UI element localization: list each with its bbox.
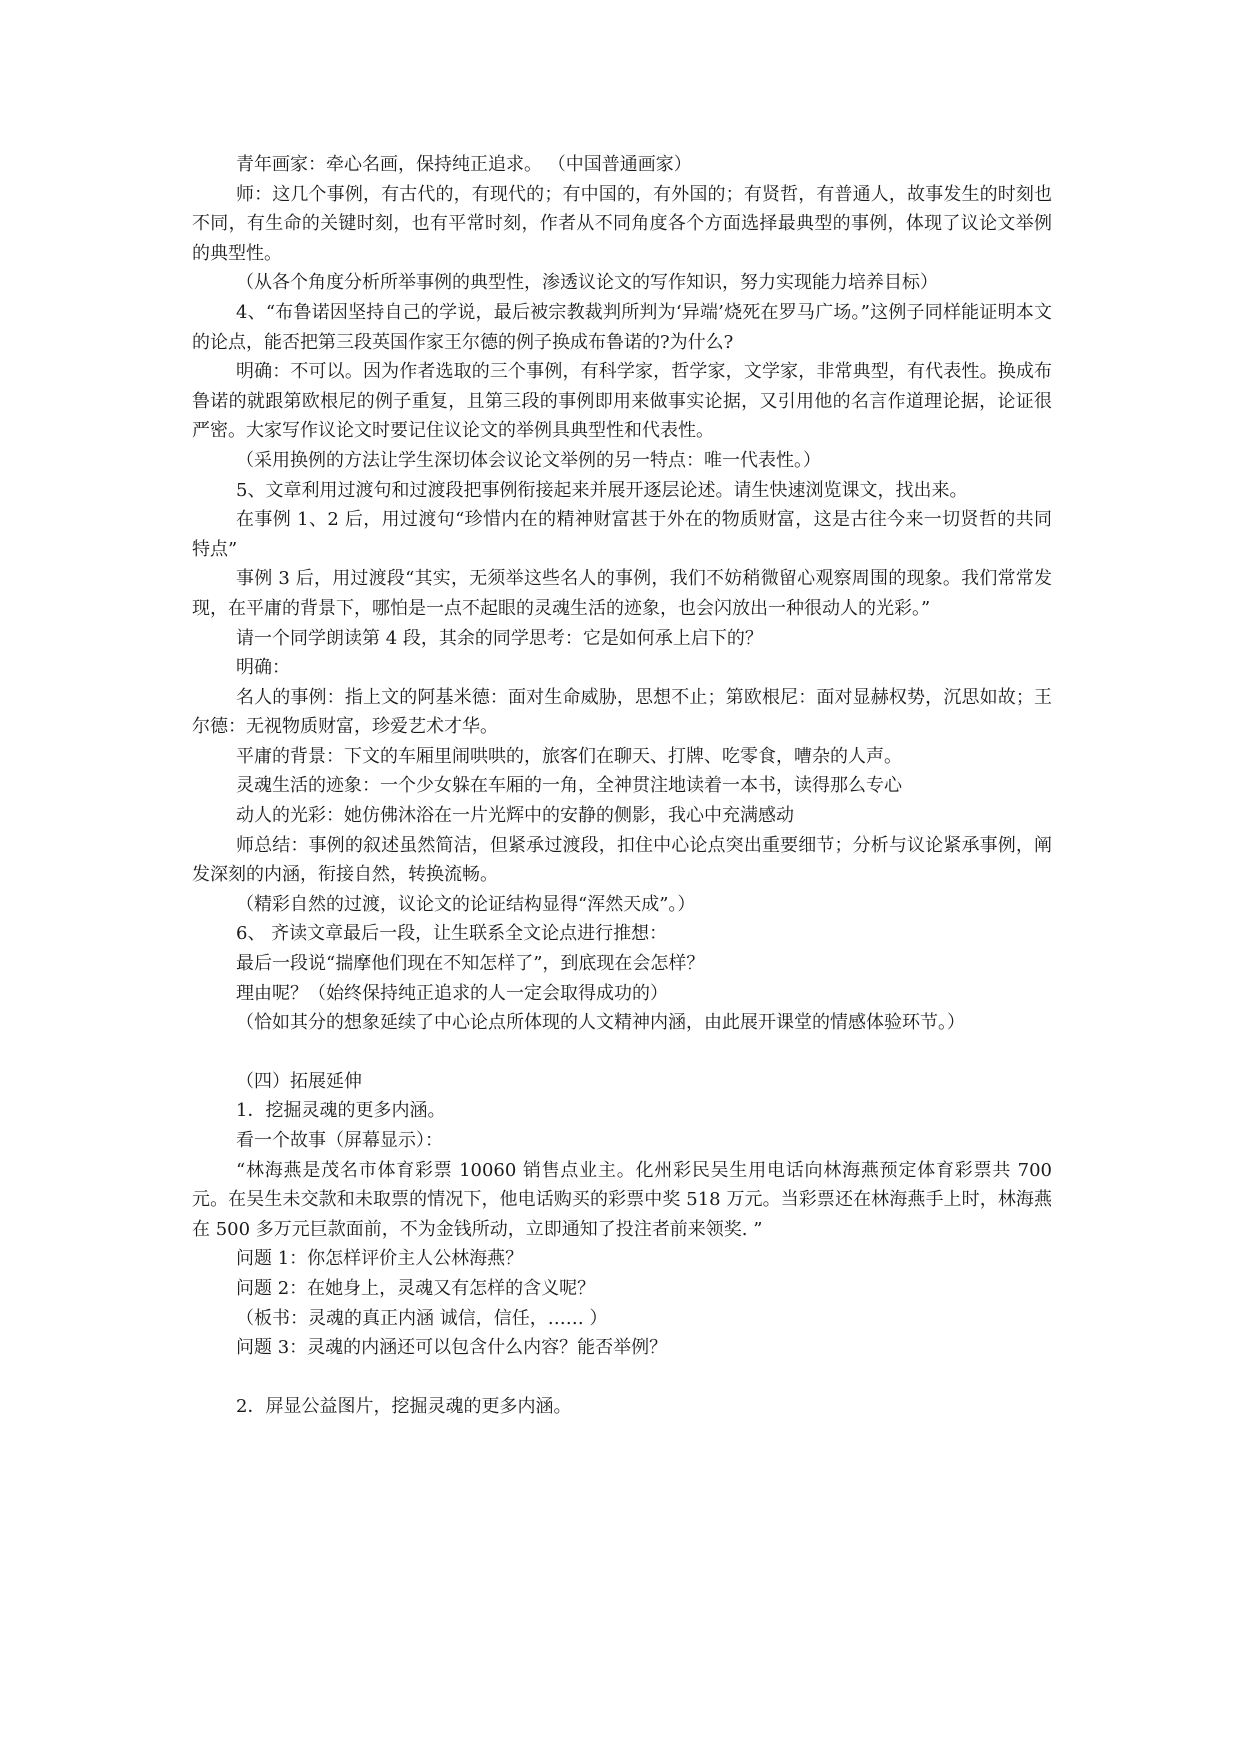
paragraph-clarify: 明确： (236, 657, 290, 679)
paragraph-item-2: 2．屏显公益图片，挖掘灵魂的更多内涵。 (236, 1395, 572, 1417)
paragraph-teacher-conclusion: 师总结：事例的叙述虽然简洁，但紧承过渡段，扣住中心论点突出重要细节；分析与议论紧承事例，阐发深刻的内涵，衔接自然，转换流畅。 (192, 834, 1052, 886)
paragraph-mediocre-background: 平庸的背景：下文的车厢里闹哄哄的，旅客们在聊天、打牌、吃零食，嘈杂的人声。 (236, 745, 902, 767)
paragraph-note-typicality: （从各个角度分析所举事例的典型性，渗透议论文的写作知识，努力实现能力培养目标） (236, 272, 938, 294)
paragraph-famous-examples: 名人的事例：指上文的阿基米德：面对生命威胁，思想不止；第欧根尼：面对显赫权势，沉思如故；王尔德：无视物质财富，珍爱艺术才华。 (192, 686, 1052, 738)
section-heading-extension: （四）拓展延伸 (236, 1070, 362, 1092)
paragraph-moving-light: 动人的光彩：她仿佛沐浴在一片光辉中的安静的侧影，我心中充满感动 (236, 805, 794, 827)
paragraph-note-transition: （精彩自然的过渡，议论文的论证结构显得“浑然天成”。） (236, 893, 696, 915)
section-gap (192, 1038, 1052, 1067)
paragraph-painter: 青年画家：牵心名画，保持纯正追求。 （中国普通画家） (236, 154, 692, 175)
paragraph-question-5: 5、文章利用过渡句和过渡段把事例衔接起来并展开逐层论述。请生快速浏览课文，找出来。 (236, 479, 968, 501)
paragraph-problem-1: 问题 1：你怎样评价主人公林海燕？ (236, 1248, 524, 1270)
paragraph-question-4: 4、“布鲁诺因坚持自己的学说，最后被宗教裁判所判为‘异端’烧死在罗马广场。”这例子同样能证明本文的论点，能否把第三段英国作家王尔德的例子换成布鲁诺的?为什么? (192, 301, 1052, 353)
paragraph-problem-3: 问题 3：灵魂的内涵还可以包含什么内容？能否举例？ (236, 1337, 668, 1359)
paragraph-reason: 理由呢？（始终保持纯正追求的人一定会取得成功的） (236, 982, 668, 1004)
paragraph-note-representative: （采用换例的方法让学生深切体会议论文举例的另一特点：唯一代表性。） (236, 449, 821, 471)
paragraph-story-quote: “林海燕是茂名市体育彩票 10060 销售点业主。化州彩民吴生用电话向林海燕预定体育彩票共 700 元。在吴生未交款和未取票的情况下，他电话购买的彩票中奖 518 万元。当彩票还在林海燕手上时，林海燕在 500 多万元巨款面前，不为金钱所动，立即通知了投注者前来领奖. ” (192, 1159, 1052, 1240)
paragraph-problem-2: 问题 2：在她身上，灵魂又有怎样的含义呢？ (236, 1277, 596, 1299)
document-page (192, 150, 1052, 1421)
paragraph-last-paragraph-question: 最后一段说“揣摩他们现在不知怎样了”，到底现在会怎样？ (236, 953, 705, 975)
paragraph-read-aloud: 请一个同学朗读第 4 段，其余的同学思考：它是如何承上启下的？ (236, 627, 763, 649)
paragraph-note-imagination: （恰如其分的想象延续了中心论点所体现的人文精神内涵，由此展开课堂的情感体验环节。） (236, 1012, 965, 1034)
paragraph-transition-sentence: 在事例 1、2 后，用过渡句“珍惜内在的精神财富甚于外在的物质财富，这是古往今来一切贤哲的共同特点” (192, 509, 1052, 560)
section-gap-2 (192, 1363, 1052, 1392)
paragraph-soul-trace: 灵魂生活的迹象：一个少女躲在车厢的一角，全神贯注地读着一本书，读得那么专心 (236, 775, 902, 797)
paragraph-question-6: 6、 齐读文章最后一段，让生联系全文论点进行推想： (236, 923, 668, 945)
paragraph-transition-paragraph: 事例 3 后，用过渡段“其实，无须举这些名人的事例，我们不妨稍微留心观察周围的现象。我们常常发现，在平庸的背景下，哪怕是一点不起眼的灵魂生活的迹象，也会闪放出一种很动人的光彩。” (192, 568, 1052, 619)
paragraph-story-intro: 看一个故事（屏幕显示）： (236, 1130, 443, 1151)
paragraph-teacher-summary-examples: 师：这几个事例，有古代的，有现代的；有中国的，有外国的；有贤哲，有普通人，故事发生的时刻也不同，有生命的关键时刻，也有平常时刻，作者从不同角度各个方面选择最典型的事例，体现了议论文举例的典型性。 (192, 183, 1052, 264)
paragraph-blackboard: （板书：灵魂的真正内涵 诚信，信任，…… ） (236, 1307, 608, 1329)
paragraph-item-1: 1．挖掘灵魂的更多内涵。 (236, 1100, 446, 1122)
paragraph-answer-4: 明确：不可以。因为作者选取的三个事例，有科学家，哲学家，文学家，非常典型，有代表性。换成布鲁诺的就跟第欧根尼的例子重复，且第三段的事例即用来做事实论据，又引用他的名言作道理论据，论证很严密。大家写作议论文时要记住议论文的举例具典型性和代表性。 (192, 361, 1052, 442)
